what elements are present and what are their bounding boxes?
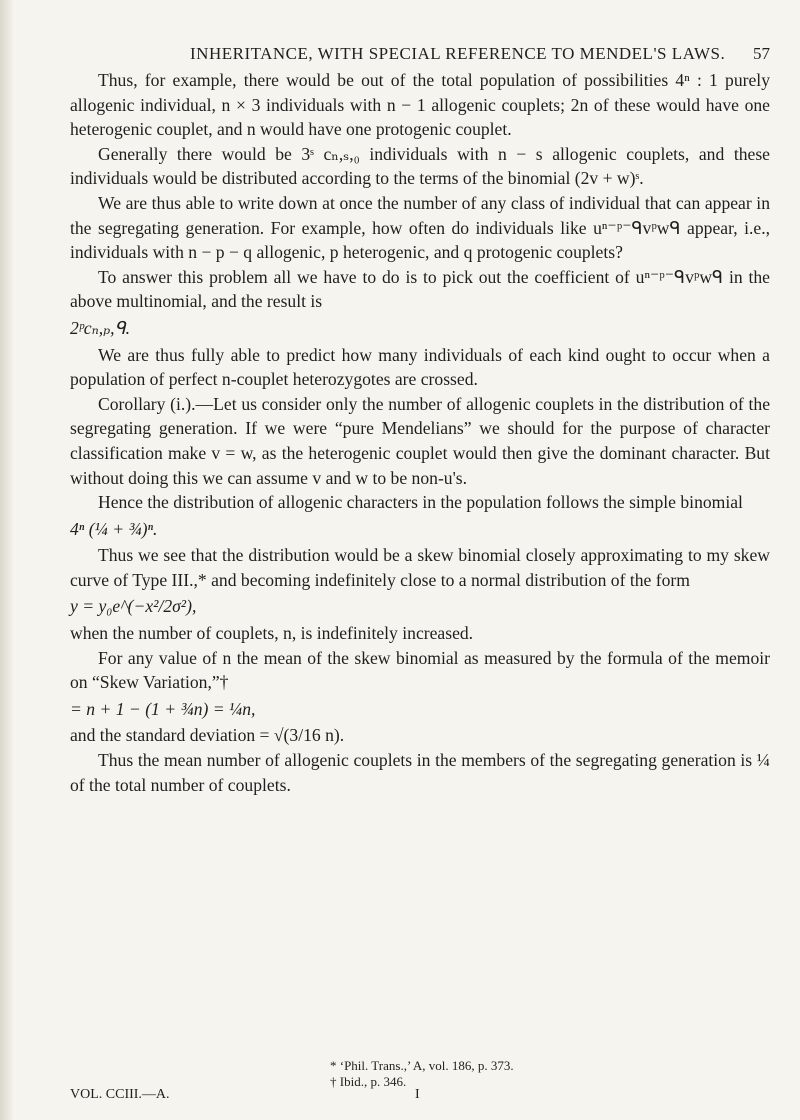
running-head: [70, 44, 770, 66]
paragraph-corollary: Corollary (i.).—Let us consider only the number of allogenic couplets in the distribution of the segregating generation. If we were “pure Mendelians” we should for the purpose of character classification make v = w, as the heterogenic couplet would then give the dominant character. But without doing this we can assume v and w to be non-u's.: [70, 393, 770, 488]
paragraph-generally: Generally there would be 3ˢ cₙ,ₛ,₀ individuals with n − s allogenic couplets, and these individuals would be distributed according to the terms of the binomial (2v + w)ˢ.: [70, 143, 770, 189]
paragraph-skew: Thus we see that the distribution would be a skew binomial closely approximating to my skew curve of Type III.,* and becoming indefinitely close to a normal distribution of the form: [70, 545, 770, 590]
page-number: 57: [753, 44, 770, 63]
paragraph-when: when the number of couplets, n, is indefinitely increased.: [70, 623, 474, 644]
equation-normal: y = y₀e^(−x²/2σ²),: [70, 596, 197, 617]
paragraph-conclusion: Thus the mean number of allogenic couplets in the members of the segregating generation is ¼ of the total number of couplets.: [70, 750, 770, 795]
footnote: * ‘Phil. Trans.,’ A, vol. 186, p. 373.: [330, 1058, 514, 1073]
running-head-title: INHERITANCE, WITH SPECIAL REFERENCE TO MENDEL'S LAWS.: [190, 44, 726, 63]
paragraph-write-down: We are thus able to write down at once the number of any class of individual that can appear in the segregating generation. For example, how often do individuals like uⁿ⁻ᵖ⁻ᑫvᵖwᑫ appear, i.e., individuals with n − p − q allogenic, p heterogenic, and q protogenic couplets?: [70, 192, 770, 263]
equation-coefficient: 2ᵖcₙ,ₚ,ᑫ.: [70, 317, 130, 338]
paragraph-mean: For any value of n the mean of the skew binomial as measured by the formula of the memoir on “Skew Variation,”†: [70, 647, 770, 693]
paragraph-answer: To answer this problem all we have to do is to pick out the coefficient of uⁿ⁻ᵖ⁻ᑫvᵖwᑫ in the above multinomial, and the result is: [70, 266, 770, 312]
body-text: [70, 68, 770, 797]
gathering-letter: I: [415, 1087, 420, 1102]
footnote: † Ibid., p. 346.: [330, 1074, 407, 1089]
paragraph-hence: Hence the distribution of allogenic characters in the population follows the simple binomial: [98, 492, 743, 513]
page-edge-shadow: [0, 0, 14, 1120]
paragraph-example: Thus, for example, there would be out of the total population of possibilities 4ⁿ : 1 purely allogenic individual, n × 3 individuals with n − 1 allogenic couplets; 2n of these would have one heterogenic couplet, and n would have one protogenic couplet.: [70, 70, 770, 140]
paragraph-predict: We are thus fully able to predict how many individuals of each kind ought to occur when a population of perfect n-couplet heterozygotes are crossed.: [70, 344, 770, 390]
equation-binomial: 4ⁿ (¼ + ¾)ⁿ.: [70, 518, 158, 539]
paragraph-std: and the standard deviation = √(3/16 n).: [70, 725, 345, 746]
volume-signature: VOL. CCIII.—A.: [70, 1087, 170, 1102]
equation-mean: = n + 1 − (1 + ¾n) = ¼n,: [70, 698, 256, 719]
footnotes: [70, 1058, 770, 1090]
